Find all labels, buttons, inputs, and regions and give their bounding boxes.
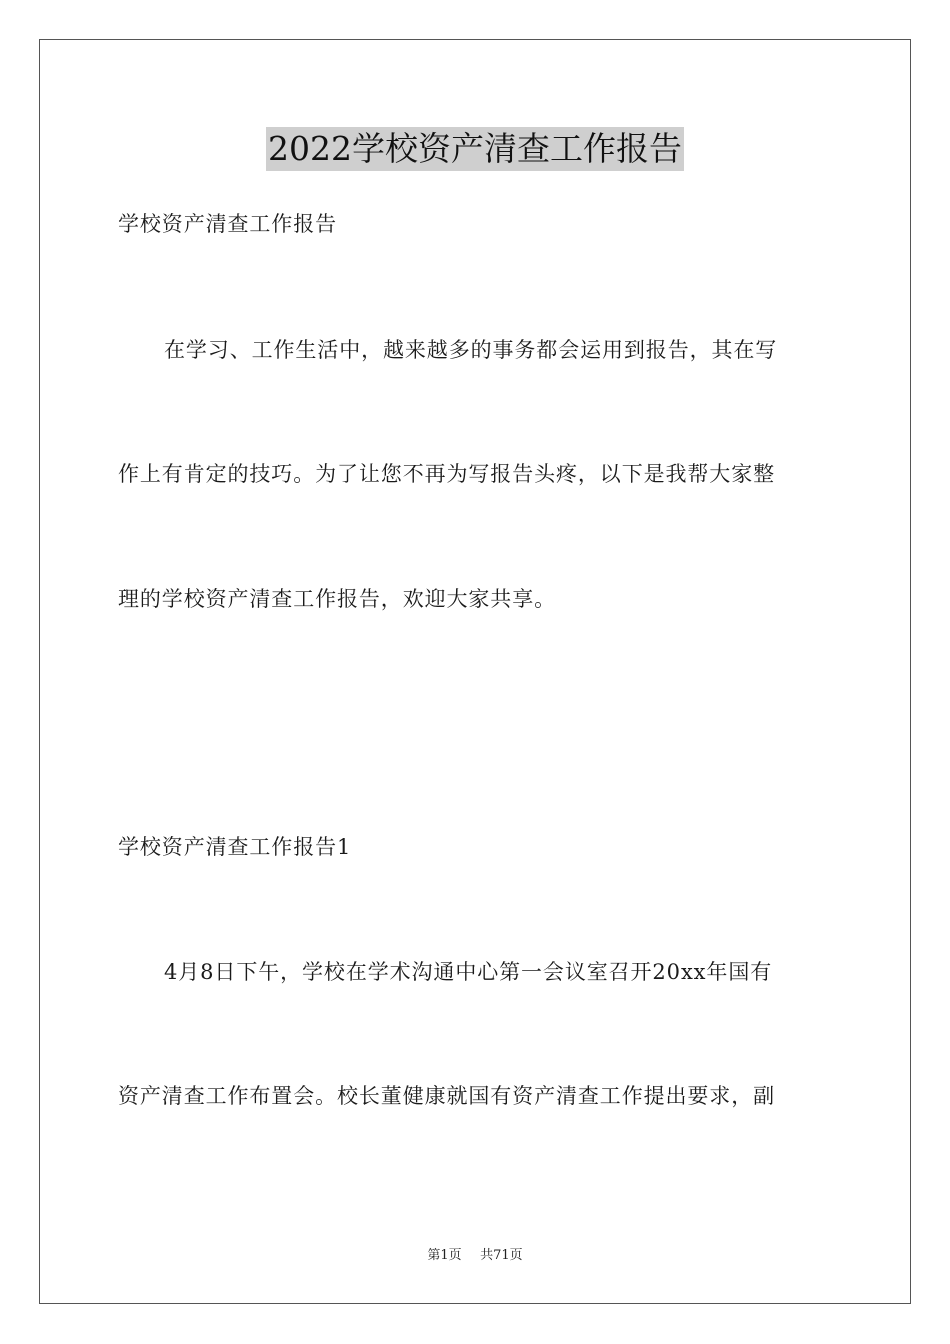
page-footer bbox=[0, 1247, 950, 1265]
section-1-heading: 学校资产清查工作报告1 bbox=[118, 835, 352, 859]
paragraph-2-line-2: 资产清查工作布置会。校长董健康就国有资产清查工作提出要求，副 bbox=[118, 1084, 775, 1108]
page-number: 第1页 bbox=[427, 1248, 462, 1263]
document-title: 2022学校资产清查工作报告 bbox=[266, 127, 684, 171]
title-container bbox=[0, 127, 950, 171]
paragraph-1-line-2: 作上有肯定的技巧。为了让您不再为写报告头疼，以下是我帮大家整 bbox=[118, 462, 775, 486]
subtitle: 学校资产清查工作报告 bbox=[118, 212, 337, 236]
paragraph-2-line-1: 4月8日下午，学校在学术沟通中心第一会议室召开20xx年国有 bbox=[164, 960, 773, 984]
paragraph-1-line-1: 在学习、工作生活中，越来越多的事务都会运用到报告，其在写 bbox=[164, 338, 778, 362]
paragraph-1-line-3: 理的学校资产清查工作报告，欢迎大家共享。 bbox=[118, 587, 556, 611]
total-pages: 共71页 bbox=[480, 1248, 523, 1263]
